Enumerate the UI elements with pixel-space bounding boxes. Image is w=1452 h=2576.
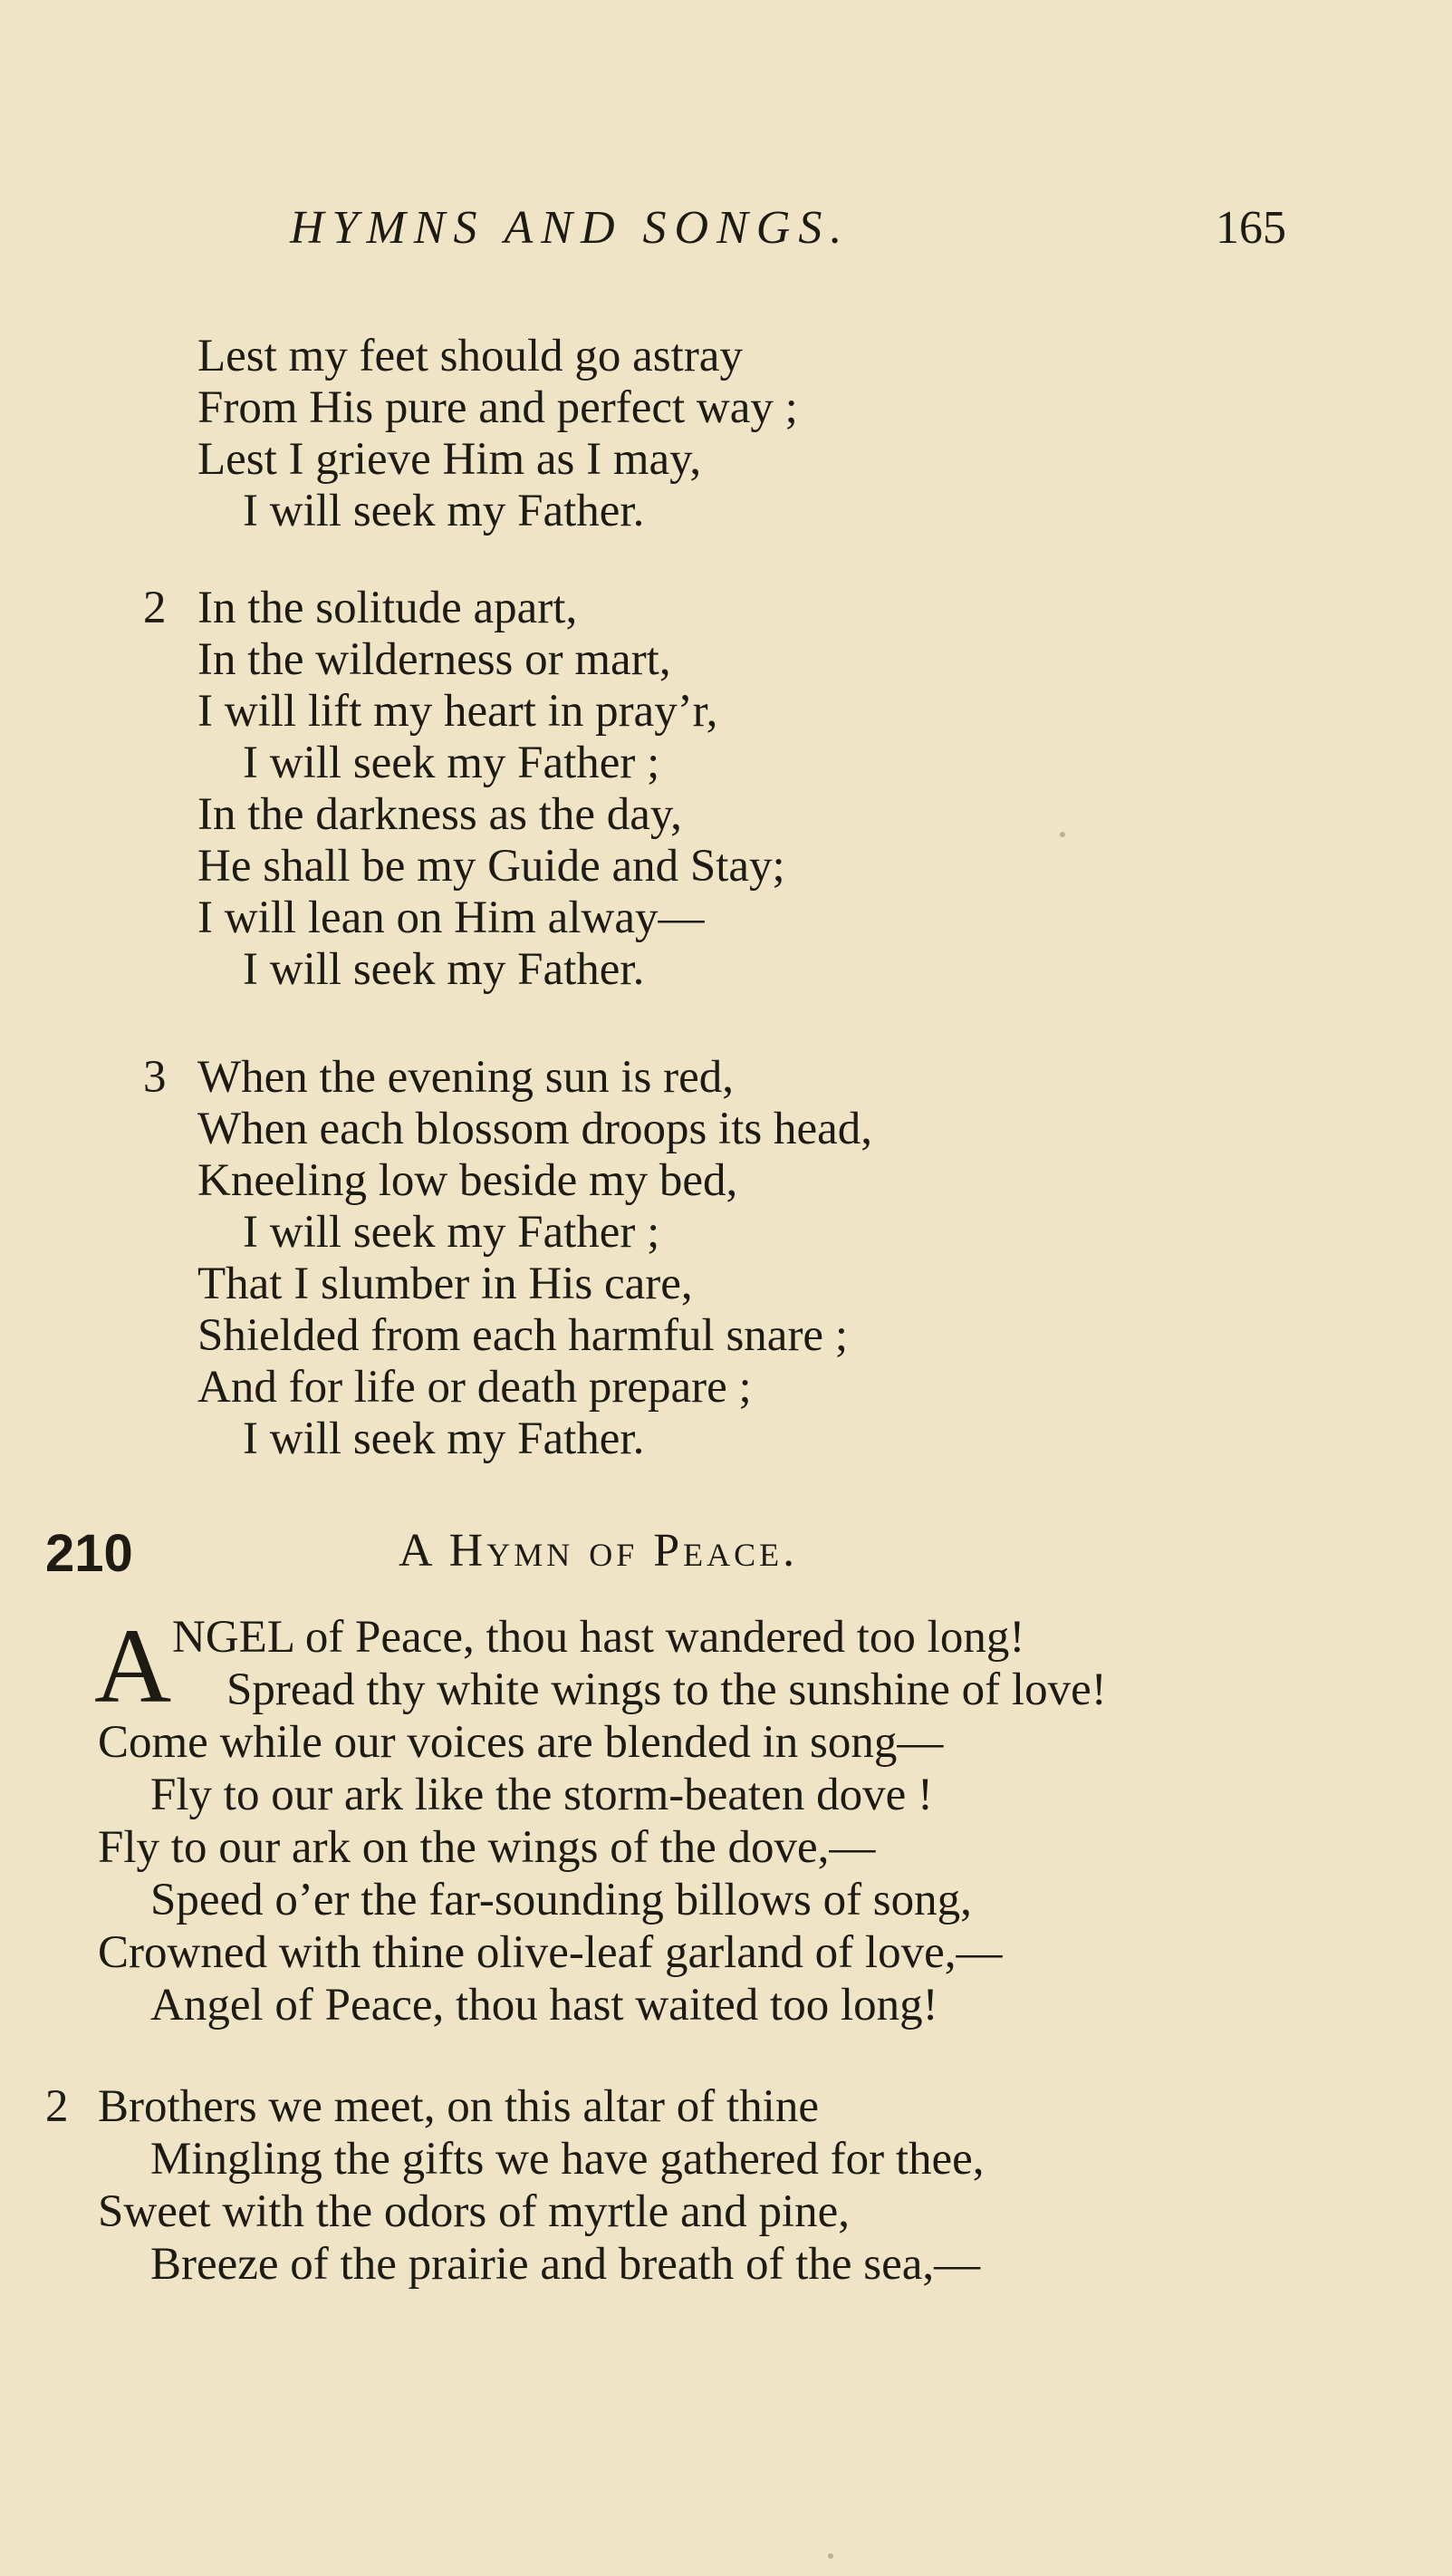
page-number: 165: [1216, 202, 1286, 254]
verse-line: Spread thy white wings to the sunshine of love!: [226, 1664, 1107, 1715]
verse-line: Angel of Peace, thou hast waited too long!: [150, 1980, 938, 2031]
stanza-number: 2: [45, 2081, 69, 2132]
verse-line: Kneeling low beside my bed,: [197, 1155, 738, 1206]
verse-line: I will seek my Father.: [243, 1413, 645, 1464]
verse-line: I will lean on Him alway—: [197, 892, 705, 943]
paper-speck: [1060, 832, 1065, 837]
hymn-title: A Hymn of Peace.: [399, 1525, 799, 1577]
verse-line: Lest I grieve Him as I may,: [197, 434, 702, 485]
verse-line: He shall be my Guide and Stay;: [197, 841, 785, 892]
drop-cap: A: [94, 1606, 172, 1725]
running-head: [290, 201, 1286, 265]
verse-line: In the wilderness or mart,: [197, 634, 671, 685]
verse-line: Speed o’er the far-sounding billows of song,: [150, 1875, 972, 1925]
verse-line: I will seek my Father ;: [243, 738, 660, 788]
verse-line: That I slumber in His care,: [197, 1259, 693, 1309]
verse-line: NGEL of Peace, thou hast wandered too long!: [172, 1612, 1025, 1663]
verse-line: When each blossom droops its head,: [197, 1104, 873, 1154]
stanza-number: 3: [143, 1052, 167, 1103]
verse-line: Shielded from each harmful snare ;: [197, 1310, 848, 1361]
verse-line: In the darkness as the day,: [197, 789, 682, 840]
running-title: HYMNS AND SONGS.: [290, 202, 851, 254]
verse-line: In the solitude apart,: [197, 583, 578, 633]
hymn-number: 210: [45, 1524, 133, 1583]
verse-line: I will seek my Father.: [243, 944, 645, 995]
verse-line: Sweet with the odors of myrtle and pine,: [98, 2186, 850, 2237]
verse-line: When the evening sun is red,: [197, 1052, 735, 1103]
verse-line: Mingling the gifts we have gathered for thee,: [150, 2134, 985, 2185]
verse-line: Fly to our ark on the wings of the dove,—: [98, 1822, 876, 1873]
verse-line: Lest my feet should go astray: [197, 331, 743, 381]
verse-line: Breeze of the prairie and breath of the sea,—: [150, 2239, 981, 2290]
verse-line: I will lift my heart in pray’r,: [197, 686, 718, 737]
verse-line: Come while our voices are blended in song—: [98, 1717, 944, 1768]
verse-line: Fly to our ark like the storm-beaten dove !: [150, 1770, 933, 1820]
verse-line: I will seek my Father ;: [243, 1207, 660, 1258]
stanza-number: 2: [143, 583, 167, 633]
paper-speck: [828, 2553, 833, 2559]
verse-line: I will seek my Father.: [243, 486, 645, 536]
verse-line: Crowned with thine olive-leaf garland of love,—: [98, 1927, 1003, 1978]
verse-line: Brothers we meet, on this altar of thine: [98, 2081, 819, 2132]
verse-line: And for life or death prepare ;: [197, 1362, 752, 1413]
verse-line: From His pure and perfect way ;: [197, 382, 798, 433]
